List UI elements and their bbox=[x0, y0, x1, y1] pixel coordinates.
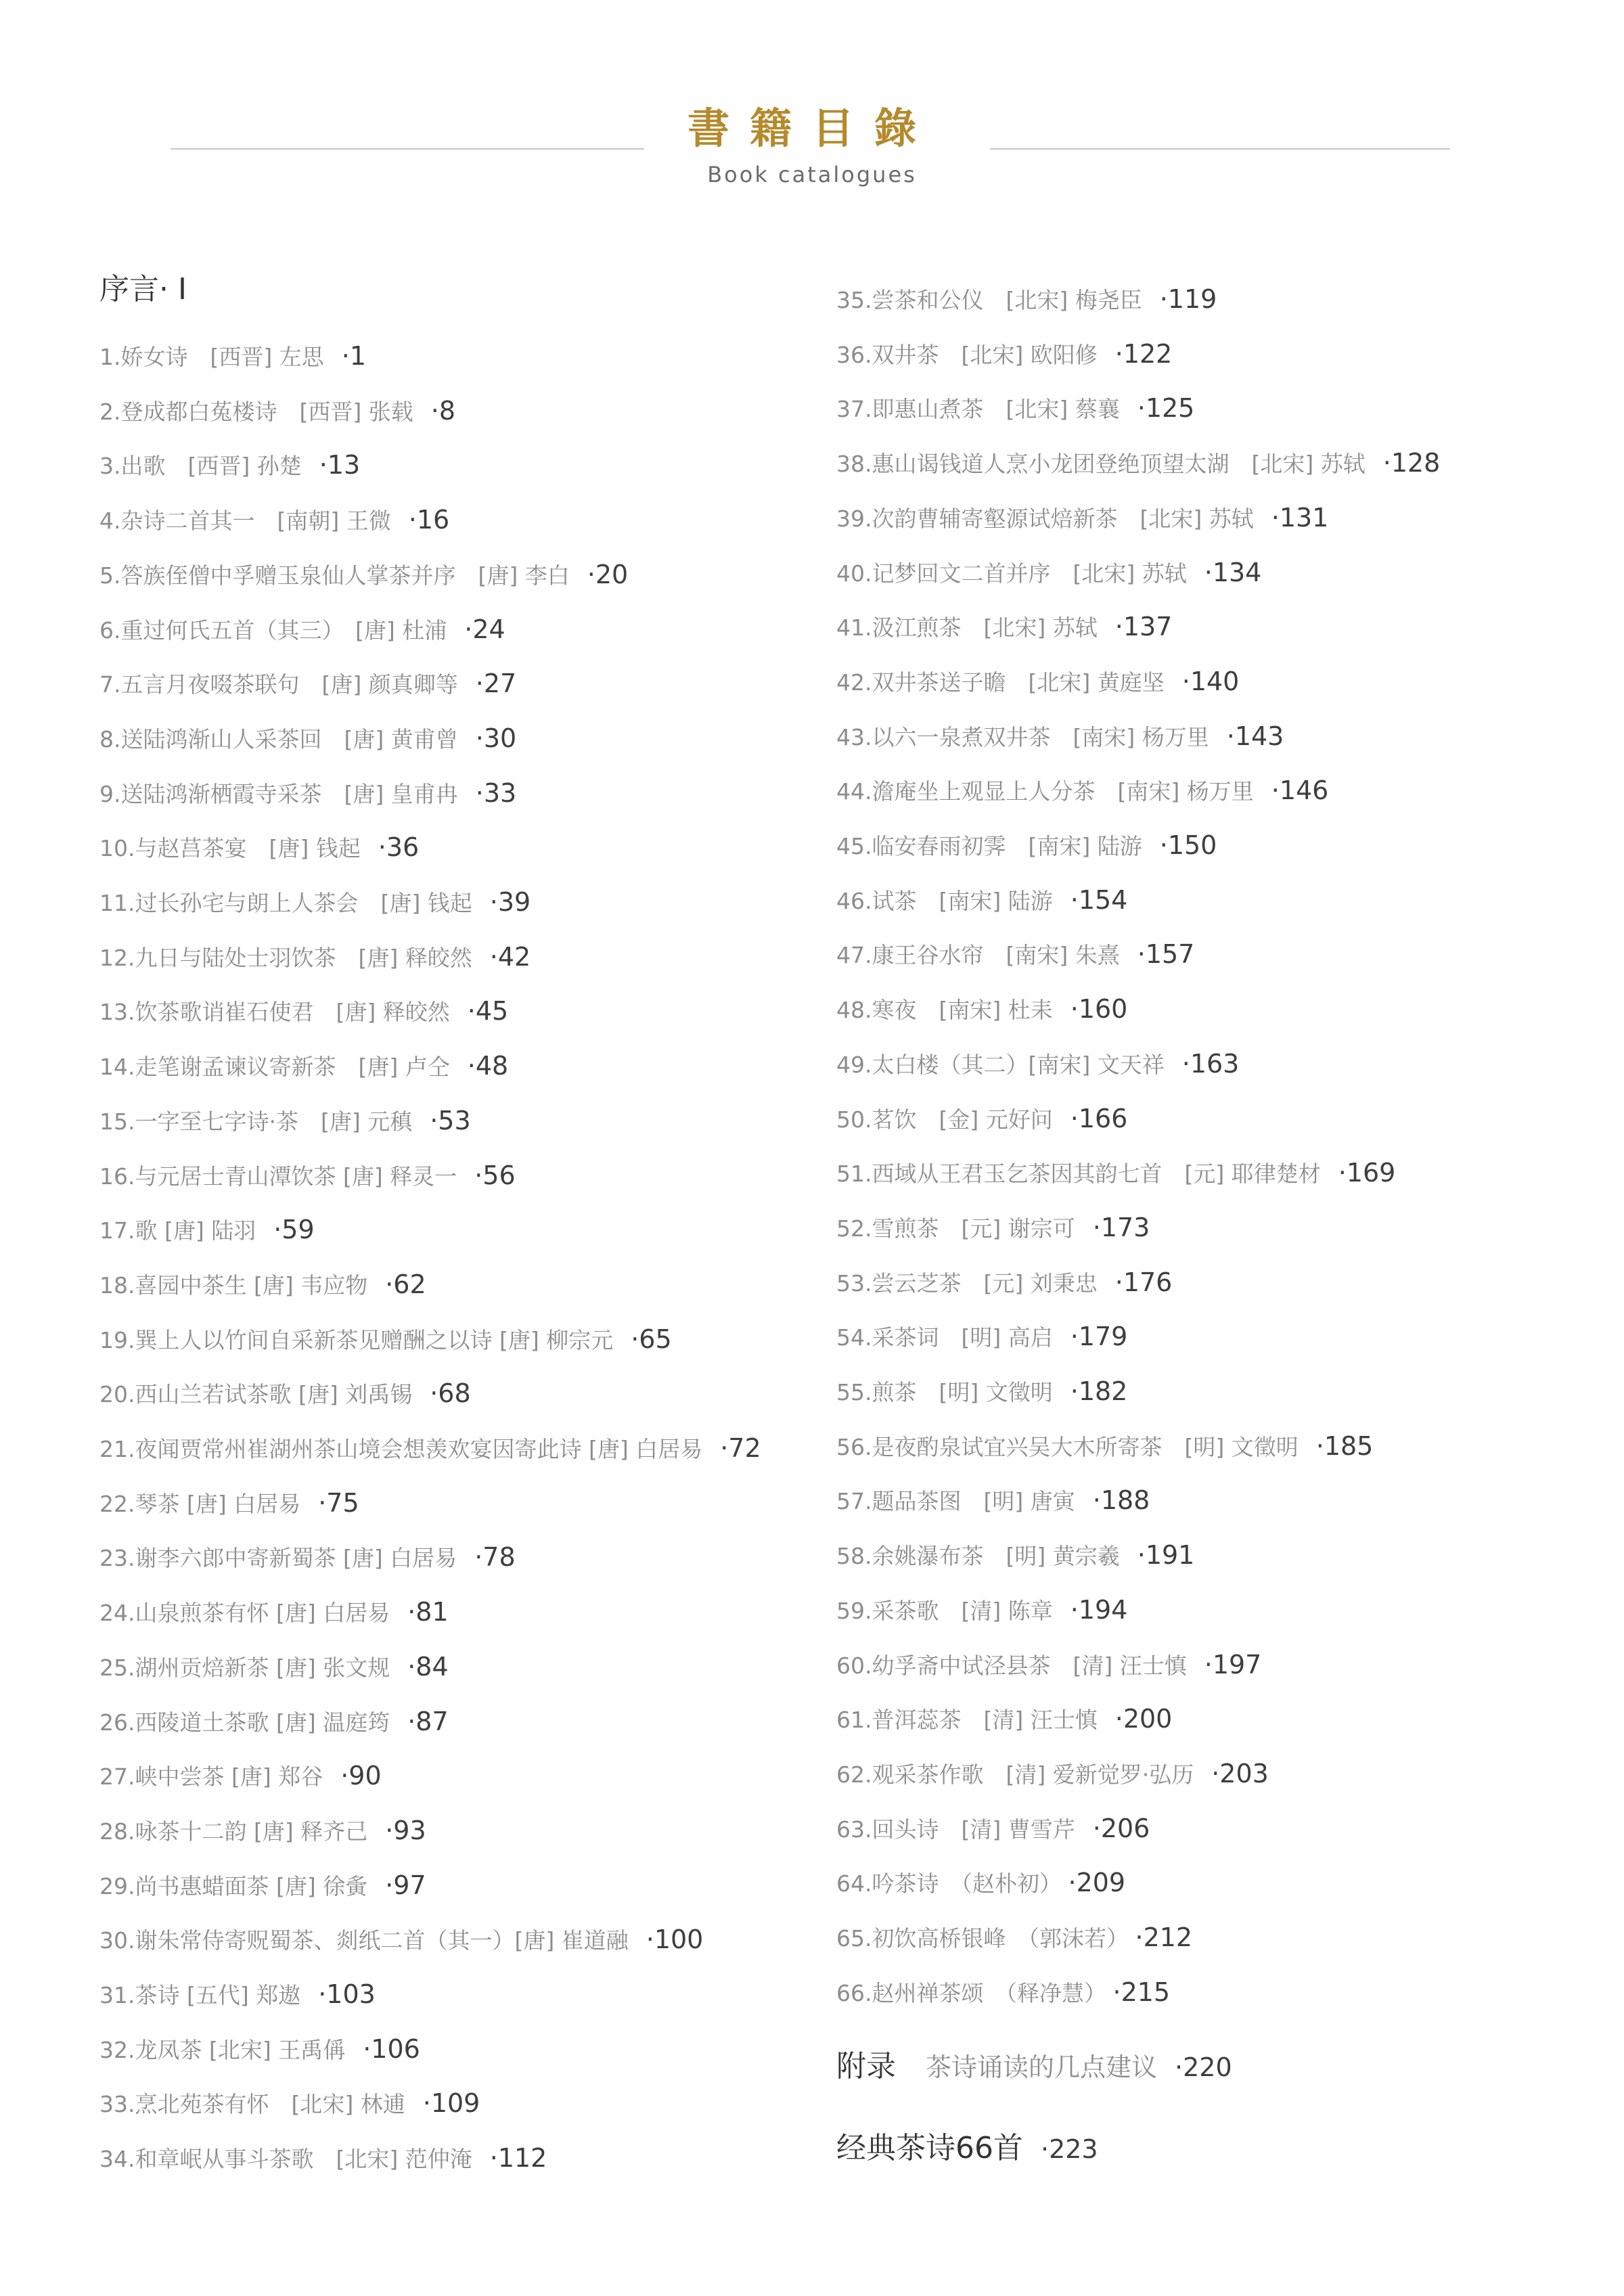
toc-entry-page-number: ·188 bbox=[1092, 1485, 1150, 1516]
toc-entry[interactable] bbox=[99, 2088, 480, 2119]
toc-entry[interactable] bbox=[836, 448, 1440, 479]
toc-entry[interactable] bbox=[99, 1051, 508, 1082]
toc-entry-page-number: ·212 bbox=[1135, 1922, 1193, 1952]
toc-entry[interactable] bbox=[99, 669, 516, 700]
toc-entry-page-number: ·157 bbox=[1137, 939, 1195, 970]
toc-entry-page-number: ·16 bbox=[408, 505, 450, 535]
toc-entry-page-number: ·200 bbox=[1114, 1704, 1173, 1734]
toc-entry[interactable] bbox=[99, 996, 508, 1027]
appendix-title: 茶诗诵读的几点建议 bbox=[926, 2052, 1158, 2082]
toc-entry-title: 31.茶诗 [五代] 郑遨 bbox=[99, 1982, 301, 2008]
toc-entry-title: 10.与赵莒茶宴 [唐] 钱起 bbox=[99, 835, 361, 862]
toc-entry[interactable] bbox=[99, 832, 419, 863]
toc-entry-page-number: ·112 bbox=[489, 2143, 547, 2174]
toc-entry[interactable] bbox=[99, 1161, 516, 1192]
toc-entry-title: 38.惠山谒钱道人烹小龙团登绝顶望太湖 [北宋] 苏轼 bbox=[836, 451, 1366, 478]
toc-entry[interactable] bbox=[836, 994, 1127, 1025]
toc-entry-page-number: ·8 bbox=[430, 395, 455, 426]
toc-entry-title: 3.出歌 [西晋] 孙楚 bbox=[99, 453, 302, 480]
toc-entry-page-number: ·131 bbox=[1271, 502, 1329, 533]
toc-entry-page-number: ·84 bbox=[407, 1651, 449, 1682]
toc-entry[interactable] bbox=[99, 341, 366, 372]
toc-entry-title: 36.双井茶 [北宋] 欧阳修 bbox=[836, 341, 1098, 368]
toc-entry-page-number: ·191 bbox=[1137, 1540, 1195, 1571]
toc-entry-page-number: ·48 bbox=[467, 1051, 509, 1081]
toc-entry-page-number: ·182 bbox=[1070, 1376, 1128, 1406]
toc-entry-page-number: ·185 bbox=[1315, 1431, 1374, 1461]
toc-entry[interactable] bbox=[836, 1704, 1172, 1735]
classic-poems-title: 经典茶诗66首 bbox=[836, 2131, 1023, 2165]
toc-entry[interactable] bbox=[99, 1378, 471, 1410]
toc-entry[interactable] bbox=[836, 1540, 1194, 1571]
toc-entry-title: 1.娇女诗 [西晋] 左思 bbox=[99, 344, 324, 370]
toc-entry-page-number: ·87 bbox=[407, 1706, 449, 1736]
toc-entry-page-number: ·65 bbox=[631, 1324, 672, 1354]
toc-entry-title: 17.歌 [唐] 陆羽 bbox=[99, 1217, 256, 1244]
toc-entry-page-number: ·122 bbox=[1114, 338, 1173, 369]
toc-entry[interactable] bbox=[99, 1870, 426, 1901]
toc-entry-page-number: ·33 bbox=[475, 778, 517, 808]
toc-entry-page-number: ·24 bbox=[464, 614, 505, 644]
toc-entry-page-number: ·163 bbox=[1181, 1048, 1240, 1079]
toc-entry-page-number: ·128 bbox=[1382, 448, 1441, 478]
toc-entry-title: 19.巽上人以竹间自采新茶见赠酬之以诗 [唐] 柳宗元 bbox=[99, 1326, 614, 1353]
toc-entry-title: 63.回头诗 [清] 曹雪芹 bbox=[836, 1816, 1075, 1843]
toc-entry[interactable] bbox=[836, 503, 1328, 534]
toc-entry[interactable] bbox=[99, 942, 531, 973]
toc-entry-page-number: ·27 bbox=[475, 669, 517, 699]
toc-entry[interactable] bbox=[836, 775, 1328, 807]
toc-entry-title: 45.临安春雨初霁 [南宋] 陆游 bbox=[836, 833, 1142, 859]
preface-entry[interactable]: 序言· I bbox=[99, 272, 187, 307]
toc-entry-page-number: ·150 bbox=[1159, 830, 1217, 860]
toc-entry-page-number: ·119 bbox=[1159, 284, 1217, 314]
toc-entry-title: 60.幼孚斋中试泾县茶 [清] 汪士慎 bbox=[836, 1652, 1187, 1679]
toc-entry-page-number: ·90 bbox=[340, 1761, 382, 1791]
toc-entry-title: 2.登成都白菟楼诗 [西晋] 张载 bbox=[99, 398, 413, 425]
toc-entry-title: 47.康王谷水帘 [南宋] 朱熹 bbox=[836, 942, 1120, 969]
toc-entry[interactable] bbox=[836, 667, 1239, 698]
toc-entry[interactable] bbox=[99, 887, 531, 918]
toc-entry[interactable] bbox=[836, 1431, 1373, 1462]
toc-entry[interactable] bbox=[99, 2034, 420, 2065]
toc-entry[interactable] bbox=[99, 1979, 376, 2010]
toc-entry-page-number: ·140 bbox=[1181, 666, 1240, 696]
toc-entry[interactable] bbox=[836, 558, 1261, 589]
classic-poems-page-number: ·223 bbox=[1041, 2134, 1098, 2164]
toc-entry-page-number: ·143 bbox=[1226, 721, 1284, 751]
appendix-page-number: ·220 bbox=[1175, 2052, 1232, 2082]
toc-entry-page-number: ·125 bbox=[1137, 393, 1195, 424]
toc-entry-title: 37.即惠山煮茶 [北宋] 蔡襄 bbox=[836, 396, 1120, 423]
classic-poems-entry[interactable] bbox=[836, 2130, 1098, 2168]
toc-entry-page-number: ·78 bbox=[474, 1542, 516, 1573]
toc-entry-title: 21.夜闻贾常州崔湖州茶山境会想羡欢宴因寄此诗 [唐] 白居易 bbox=[99, 1436, 703, 1462]
toc-entry-page-number: ·154 bbox=[1070, 884, 1128, 915]
toc-entry-page-number: ·106 bbox=[363, 2033, 420, 2064]
toc-entry-title: 62.观采茶作歌 [清] 爱新觉罗·弘历 bbox=[836, 1761, 1194, 1788]
toc-entry-title: 46.试茶 [南宋] 陆游 bbox=[836, 887, 1053, 914]
toc-entry-title: 61.普洱蕊茶 [清] 汪士慎 bbox=[836, 1707, 1098, 1734]
toc-entry[interactable] bbox=[99, 1761, 382, 1792]
toc-entry-page-number: ·169 bbox=[1338, 1158, 1396, 1188]
toc-entry-page-number: ·209 bbox=[1068, 1868, 1126, 1898]
toc-entry-title: 65.初饮高桥银峰 （郭沫若） bbox=[836, 1925, 1118, 1952]
appendix-entry[interactable] bbox=[836, 2048, 1232, 2086]
toc-entry-title: 51.西域从王君玉乞茶因其韵七首 [元] 耶律楚材 bbox=[836, 1161, 1321, 1188]
toc-entry-page-number: ·53 bbox=[430, 1105, 471, 1135]
toc-entry-title: 57.题品茶图 [明] 唐寅 bbox=[836, 1488, 1075, 1515]
toc-entry-page-number: ·13 bbox=[319, 450, 361, 480]
toc-entry-page-number: ·45 bbox=[467, 996, 509, 1027]
toc-entry-page-number: ·176 bbox=[1114, 1267, 1173, 1297]
toc-entry-title: 49.太白楼（其二）[南宋] 文天祥 bbox=[836, 1051, 1165, 1078]
toc-entry[interactable] bbox=[836, 1759, 1269, 1790]
toc-entry-page-number: ·160 bbox=[1070, 994, 1128, 1025]
toc-entry-page-number: ·68 bbox=[430, 1378, 471, 1409]
toc-entry[interactable] bbox=[836, 830, 1217, 861]
toc-entry[interactable] bbox=[836, 1485, 1150, 1516]
toc-entry-title: 43.以六一泉煮双井茶 [南宋] 杨万里 bbox=[836, 723, 1209, 750]
toc-entry-title: 28.咏茶十二韵 [唐] 释齐己 bbox=[99, 1818, 368, 1845]
toc-entry-page-number: ·62 bbox=[385, 1269, 426, 1299]
toc-entry[interactable] bbox=[99, 505, 449, 536]
toc-entry[interactable] bbox=[99, 1488, 359, 1519]
catalogue-header bbox=[0, 102, 1624, 196]
toc-entry[interactable] bbox=[99, 560, 628, 591]
toc-entry-title: 29.尚书惠蜡面茶 [唐] 徐夤 bbox=[99, 1872, 368, 1899]
toc-entry-title: 32.龙凤茶 [北宋] 王禹偁 bbox=[99, 2036, 346, 2063]
toc-entry-title: 20.西山兰若试茶歌 [唐] 刘禹锡 bbox=[99, 1381, 413, 1408]
toc-entry-title: 66.赵州禅茶颂 （释净慧） bbox=[836, 1979, 1096, 2006]
toc-entry[interactable] bbox=[836, 885, 1127, 916]
toc-entry[interactable] bbox=[99, 778, 516, 809]
toc-entry[interactable] bbox=[99, 1433, 761, 1464]
toc-entry-title: 53.尝云芝茶 [元] 刘秉忠 bbox=[836, 1269, 1098, 1297]
toc-entry[interactable] bbox=[836, 721, 1284, 752]
toc-entry[interactable] bbox=[836, 339, 1172, 370]
toc-entry[interactable] bbox=[836, 1977, 1170, 2008]
toc-entry-title: 25.湖州贡焙新茶 [唐] 张文规 bbox=[99, 1654, 390, 1681]
toc-entry[interactable] bbox=[99, 1542, 516, 1573]
toc-entry-title: 35.尝茶和公仪 [北宋] 梅尧臣 bbox=[836, 287, 1142, 313]
toc-entry[interactable] bbox=[99, 2143, 547, 2174]
toc-entry[interactable] bbox=[836, 1814, 1150, 1845]
toc-entry-title: 54.采茶词 [明] 高启 bbox=[836, 1324, 1053, 1351]
toc-entry[interactable] bbox=[99, 1816, 426, 1847]
toc-entry-page-number: ·166 bbox=[1070, 1103, 1128, 1133]
toc-entry-title: 56.是夜酌泉试宜兴吴大木所寄茶 [明] 文徵明 bbox=[836, 1433, 1299, 1460]
toc-entry-title: 12.九日与陆处士羽饮茶 [唐] 释皎然 bbox=[99, 944, 472, 971]
catalogue-subtitle: Book catalogues bbox=[707, 162, 917, 187]
toc-entry-title: 27.峡中尝茶 [唐] 郑谷 bbox=[99, 1763, 323, 1791]
toc-entry-page-number: ·39 bbox=[489, 887, 531, 917]
toc-entry-title: 39.次韵曹辅寄壑源试焙新茶 [北宋] 苏轼 bbox=[836, 505, 1254, 532]
toc-entry[interactable] bbox=[836, 1104, 1127, 1135]
toc-entry-title: 18.喜园中茶生 [唐] 韦应物 bbox=[99, 1271, 368, 1299]
toc-entry-title: 59.采茶歌 [清] 陈章 bbox=[836, 1597, 1053, 1624]
toc-entry-title: 8.送陆鸿渐山人采茶回 [唐] 黄甫曾 bbox=[99, 725, 458, 752]
toc-entry-title: 26.西陵道土茶歌 [唐] 温庭筠 bbox=[99, 1709, 390, 1736]
toc-entry-title: 30.谢朱常侍寄贶蜀茶、剡纸二首（其一）[唐] 崔道融 bbox=[99, 1927, 629, 1954]
toc-entry-page-number: ·72 bbox=[720, 1433, 761, 1463]
toc-entry-title: 55.煎茶 [明] 文徵明 bbox=[836, 1379, 1053, 1405]
toc-entry-page-number: ·197 bbox=[1204, 1649, 1262, 1680]
toc-entry-title: 23.谢李六郎中寄新蜀茶 [唐] 白居易 bbox=[99, 1545, 457, 1572]
toc-entry[interactable] bbox=[99, 1652, 449, 1683]
toc-entry[interactable] bbox=[99, 1215, 315, 1246]
toc-entry[interactable] bbox=[836, 1213, 1150, 1244]
toc-entry-title: 64.吟茶诗 （赵朴初） bbox=[836, 1870, 1051, 1897]
toc-entry-page-number: ·206 bbox=[1092, 1813, 1150, 1843]
toc-entry-page-number: ·1 bbox=[341, 341, 366, 371]
toc-entry[interactable] bbox=[99, 1924, 703, 1956]
toc-entry-title: 41.汲江煎茶 [北宋] 苏轼 bbox=[836, 614, 1098, 641]
toc-entry[interactable] bbox=[99, 1707, 449, 1738]
toc-entry[interactable] bbox=[836, 1322, 1127, 1353]
toc-entry-title: 33.烹北苑茶有怀 [北宋] 林逋 bbox=[99, 2091, 405, 2118]
toc-entry-page-number: ·30 bbox=[475, 723, 517, 753]
toc-entry-title: 9.送陆鸿渐栖霞寺采茶 [唐] 皇甫冉 bbox=[99, 780, 458, 807]
toc-entry-title: 58.余姚瀑布茶 [明] 黄宗羲 bbox=[836, 1543, 1120, 1570]
toc-entry-title: 44.澹庵坐上观显上人分茶 [南宋] 杨万里 bbox=[836, 778, 1254, 805]
toc-entry[interactable] bbox=[99, 1106, 471, 1137]
toc-entry-page-number: ·42 bbox=[489, 941, 531, 972]
toc-entry-page-number: ·203 bbox=[1211, 1758, 1269, 1788]
toc-entry-title: 50.茗饮 [金] 元好问 bbox=[836, 1106, 1053, 1133]
toc-entry-page-number: ·59 bbox=[273, 1215, 315, 1245]
toc-entry-title: 52.雪煎茶 [元] 谢宗可 bbox=[836, 1215, 1075, 1242]
toc-entry-title: 4.杂诗二首其一 [南朝] 王微 bbox=[99, 508, 391, 535]
toc-entry-title: 34.和章岷从事斗茶歌 [北宋] 范仲淹 bbox=[99, 2146, 472, 2173]
toc-entry-title: 48.寒夜 [南宋] 杜耒 bbox=[836, 997, 1053, 1024]
toc-entry[interactable] bbox=[836, 612, 1172, 643]
toc-entry-page-number: ·215 bbox=[1112, 1977, 1171, 2007]
toc-entry[interactable] bbox=[836, 939, 1194, 970]
toc-entry[interactable] bbox=[836, 1049, 1239, 1080]
toc-entry[interactable] bbox=[99, 396, 455, 427]
toc-entry-page-number: ·36 bbox=[378, 832, 420, 863]
toc-entry-title: 11.过长孙宅与朗上人茶会 [唐] 钱起 bbox=[99, 890, 472, 916]
toc-entry[interactable] bbox=[99, 1269, 426, 1301]
toc-entry[interactable] bbox=[836, 1158, 1395, 1189]
toc-entry-page-number: ·173 bbox=[1092, 1212, 1150, 1242]
toc-entry-title: 15.一字至七字诗·茶 [唐] 元稹 bbox=[99, 1108, 413, 1135]
toc-entry-title: 24.山泉煎茶有怀 [唐] 白居易 bbox=[99, 1600, 390, 1627]
toc-entry-page-number: ·20 bbox=[587, 559, 629, 589]
toc-entry-page-number: ·194 bbox=[1070, 1594, 1128, 1625]
toc-entry-title: 14.走笔谢孟谏议寄新茶 [唐] 卢仝 bbox=[99, 1054, 450, 1081]
toc-entry-page-number: ·134 bbox=[1204, 557, 1262, 587]
toc-entry-page-number: ·137 bbox=[1114, 612, 1173, 642]
toc-entry-title: 40.记梦回文二首并序 [北宋] 苏轼 bbox=[836, 560, 1187, 587]
toc-entry[interactable] bbox=[99, 1597, 449, 1628]
toc-entry[interactable] bbox=[99, 614, 505, 646]
toc-entry-page-number: ·93 bbox=[385, 1815, 426, 1845]
toc-entry-title: 13.饮茶歌诮崔石使君 [唐] 释皎然 bbox=[99, 999, 450, 1026]
toc-entry[interactable] bbox=[836, 1868, 1125, 1899]
toc-entry-title: 42.双井茶送子瞻 [北宋] 黄庭坚 bbox=[836, 669, 1165, 696]
toc-entry-title: 6.重过何氏五首（其三） [唐] 杜浦 bbox=[99, 616, 447, 644]
toc-entry-page-number: ·146 bbox=[1271, 775, 1329, 806]
toc-entry-page-number: ·75 bbox=[318, 1487, 359, 1518]
toc-entry[interactable] bbox=[99, 723, 516, 755]
toc-entry-title: 5.答族侄僧中孚赠玉泉仙人掌茶并序 [唐] 李白 bbox=[99, 562, 570, 589]
toc-entry[interactable] bbox=[99, 1324, 672, 1355]
toc-entry[interactable] bbox=[836, 1267, 1172, 1299]
appendix-label: 附录 bbox=[836, 2049, 896, 2084]
toc-entry[interactable] bbox=[99, 450, 360, 481]
toc-entry-page-number: ·109 bbox=[422, 2088, 480, 2119]
toc-entry-page-number: ·56 bbox=[474, 1160, 516, 1190]
toc-entry-page-number: ·179 bbox=[1070, 1322, 1128, 1352]
toc-entry-page-number: ·97 bbox=[385, 1870, 426, 1900]
toc-entry[interactable] bbox=[836, 1376, 1127, 1408]
toc-entry-page-number: ·100 bbox=[646, 1924, 704, 1955]
toc-entry[interactable] bbox=[836, 1922, 1192, 1954]
toc-entry-title: 16.与元居士青山潭饮茶 [唐] 释灵一 bbox=[99, 1163, 457, 1190]
toc-entry-title: 7.五言月夜啜茶联句 [唐] 颜真卿等 bbox=[99, 671, 458, 698]
toc-entry-page-number: ·81 bbox=[407, 1597, 449, 1627]
toc-entry[interactable] bbox=[836, 284, 1217, 315]
toc-entry-page-number: ·103 bbox=[318, 1979, 376, 2009]
toc-entry-title: 22.琴茶 [唐] 白居易 bbox=[99, 1490, 301, 1517]
toc-entry[interactable] bbox=[836, 1595, 1127, 1626]
toc-entry[interactable] bbox=[836, 393, 1194, 424]
toc-entry[interactable] bbox=[836, 1650, 1261, 1681]
catalogue-title: 書籍目錄 bbox=[687, 104, 937, 153]
